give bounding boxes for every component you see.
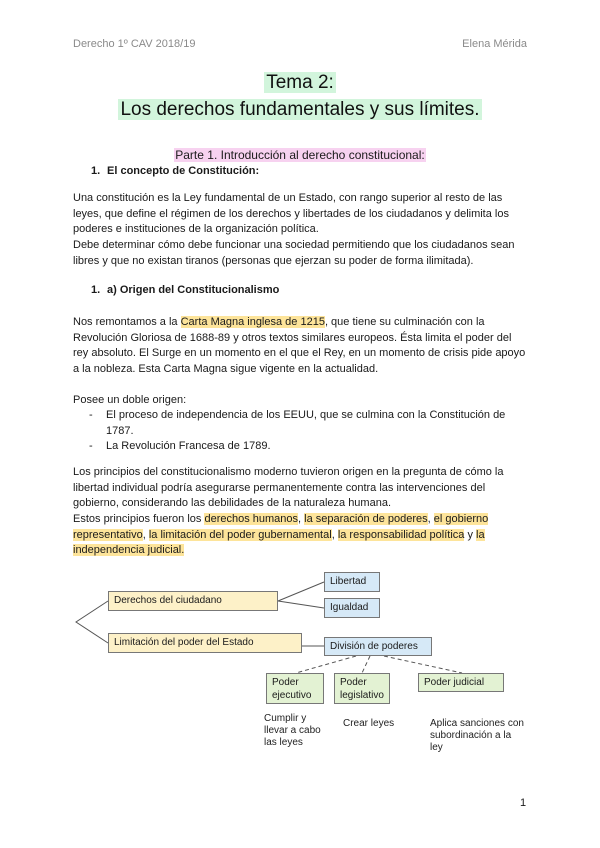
connector-ejecutivo [296,656,356,673]
p4-pre: Estos principios fueron los [73,513,205,525]
division-poderes-box: División de poderes [324,637,432,656]
highlight-derechos-humanos: derechos humanos [204,513,299,525]
section-1a-title: a) Origen del Constitucionalismo [107,284,280,296]
section-1-number: 1. [91,165,101,177]
connector-igualdad [278,601,324,608]
highlight-responsabilidad-politica: la responsabilidad política [337,528,465,541]
note-judicial: Aplica sanciones con subordinación a la ley [430,718,524,753]
dash-bullet: - [89,409,93,421]
list-item-text: El proceso de independencia de los EEUU, que se culmina con la Constitución de 1787. [106,409,506,437]
p4-sep: , [298,513,305,525]
section-1-title: El concepto de Constitución: [107,165,260,177]
title-line-1: Tema 2: [266,72,334,93]
highlight-independencia-judicial: la independencia judicial. [73,528,485,557]
connector-legislativo [362,656,370,673]
section-1-paragraph-2: Debe determinar cómo debe funcionar una sociedad permitiendo que los ciudadanos sean libres y que no existan tiranos (personas que ejerzan su poder de forma ilimitada). [73,239,515,267]
section-1a-paragraph-3: Los principios del constitucionalismo moderno tuvieron origen en la pregunta de cómo la libertad individual podría asegurarse permanentemente contra las intervenciones del gobierno, considerando las debilidades de la naturaleza humana. [73,466,504,510]
poder-ejecutivo-box: Poder ejecutivo [266,673,324,704]
p4-sep: , [331,528,338,541]
p1-pre: Nos remontamos a la [73,316,181,328]
page-number: 1 [520,797,527,809]
poder-judicial-box: Poder judicial [418,673,504,692]
libertad-box: Libertad [324,572,380,592]
highlight-separacion-poderes: la separación de poderes [304,513,428,525]
header-left: Derecho 1º CAV 2018/19 [73,38,196,50]
list-item-text: La Revolución Francesa de 1789. [106,440,271,453]
note-ejecutivo: Cumplir y llevar a cabo las leyes [264,713,321,748]
section-1-paragraph-1: Una constitución es la Ley fundamental de un Estado, con rango superior al resto de las leyes, que define el régimen de los derechos y libertades de los ciudadanos y delimita los poderes e instituciones de la organización política. [73,192,509,236]
limitacion-poder-box: Limitación del poder del Estado [108,633,302,653]
igualdad-box: Igualdad [324,598,380,618]
section-1a-paragraph-2: Posee un doble origen: [73,394,187,406]
part-heading: Parte 1. Introducción al derecho constitucional: [175,148,425,162]
connector-judicial [384,656,462,673]
p4-sep: , [427,513,434,525]
section-1a-number: 1. [91,284,101,296]
header-right: Elena Mérida [462,38,527,50]
connector-root [76,601,108,643]
p4-sep: , [142,528,149,541]
connector-libertad [278,582,324,601]
p4-sep: y [464,528,477,541]
highlight-limitacion-poder: la limitación del poder gubernamental [148,528,332,541]
highlight-gobierno-representativo: el gobierno representativo [73,513,489,541]
title-line-2: Los derechos fundamentales y sus límites. [120,99,480,120]
derechos-ciudadano-box: Derechos del ciudadano [108,591,278,611]
highlight-carta-magna: Carta Magna inglesa de 1215 [180,316,325,328]
poder-legislativo-box: Poder legislativo [334,673,390,704]
dash-bullet: - [89,440,93,453]
note-legislativo: Crear leyes [343,718,395,729]
p1-post: , que tiene su culminación con la Revolución Gloriosa de 1688-89 y otros textos similares europeos. Ésta limita el poder del rey absoluto. El Surge en un momento en el que el Rey, en un momento de crisis pide apoyo a la nobleza. Esta Carta Magna sigue vigente en la actualidad. [73,316,526,375]
